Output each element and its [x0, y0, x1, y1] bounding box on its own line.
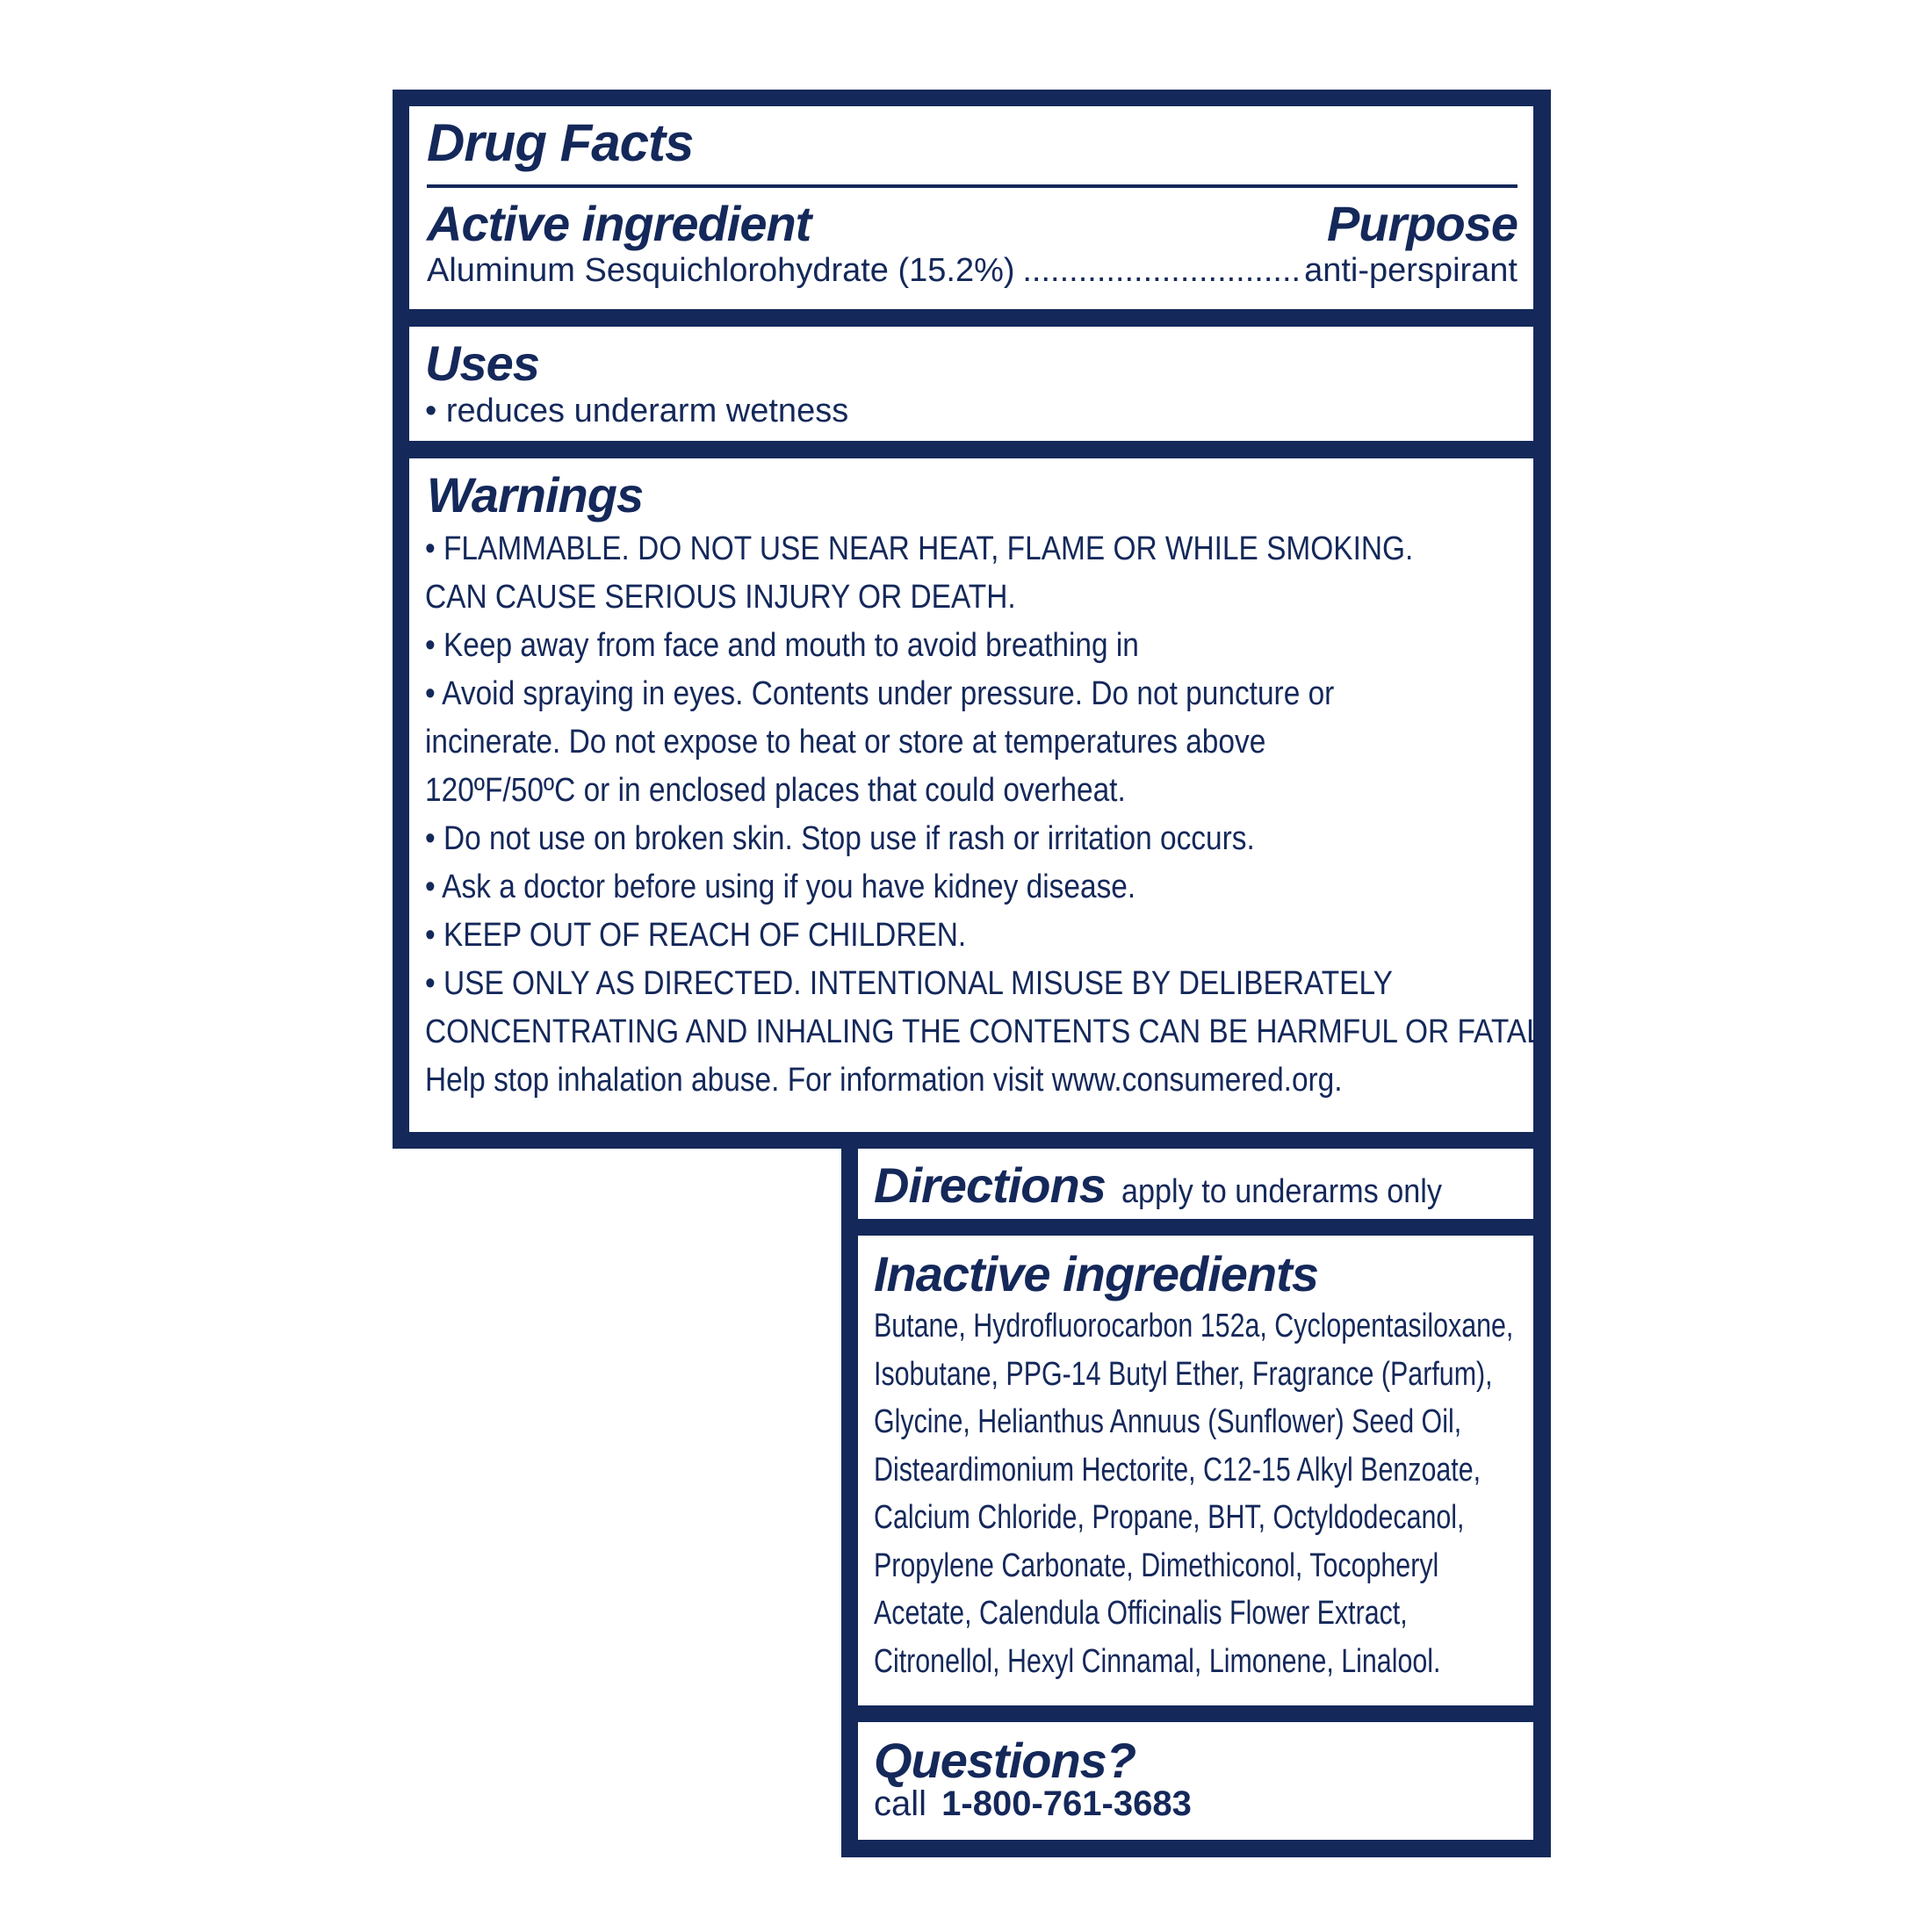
active-ingredient-row [427, 249, 1517, 292]
warnings-list [425, 525, 1551, 1105]
call-label: call [874, 1784, 927, 1823]
questions-panel [858, 1722, 1533, 1840]
inactive-line: Disteardimonium Hectorite, C12-15 Alkyl Benzoate, [874, 1451, 1481, 1489]
uses-item: • reduces underarm wetness [425, 393, 849, 429]
warning-line: • Avoid spraying in eyes. Contents under pressure. Do not puncture or [425, 675, 1335, 712]
title-divider [427, 184, 1517, 188]
warning-line: • Do not use on broken skin. Stop use if rash or irritation occurs. [425, 820, 1255, 857]
warning-line: • Keep away from face and mouth to avoid breathing in [425, 627, 1139, 664]
uses-heading: Uses [425, 335, 539, 391]
directions-panel [858, 1149, 1533, 1219]
inactive-line: Glycine, Helianthus Annuus (Sunflower) Seed Oil, [874, 1403, 1462, 1440]
inactive-ingredients-panel [858, 1236, 1533, 1705]
questions-call-row [874, 1782, 1192, 1826]
warnings-panel [409, 458, 1552, 1132]
dot-leader: .............................. [1022, 252, 1301, 289]
inactive-line: Acetate, Calendula Officinalis Flower Extract, [874, 1595, 1408, 1632]
active-ingredient-name: Aluminum Sesquichlorohydrate (15.2%) [427, 252, 1015, 289]
active-ingredient-heading: Active ingredient [427, 196, 811, 251]
purpose-heading: Purpose [1326, 196, 1517, 251]
uses-panel [409, 327, 1533, 441]
active-ingredient-purpose: anti-perspirant [1304, 252, 1517, 289]
warning-line: 120ºF/50ºC or in enclosed places that could overheat. [425, 772, 1126, 809]
warning-line: CAN CAUSE SERIOUS INJURY OR DEATH. [425, 579, 1016, 616]
warning-line: incinerate. Do not expose to heat or store at temperatures above [425, 724, 1266, 761]
inactive-line: Citronellol, Hexyl Cinnamal, Limonene, Linalool. [874, 1642, 1441, 1680]
warnings-heading: Warnings [427, 467, 644, 523]
inactive-line: Isobutane, PPG-14 Butyl Ether, Fragrance (Parfum), [874, 1355, 1493, 1393]
directions-heading: Directions [874, 1157, 1106, 1213]
drug-facts-title: Drug Facts [427, 113, 694, 172]
questions-heading: Questions? [874, 1733, 1136, 1788]
inactive-ingredients-heading: Inactive ingredients [874, 1246, 1318, 1301]
inactive-line: Propylene Carbonate, Dimethiconol, Tocopheryl [874, 1546, 1439, 1584]
warning-line: • KEEP OUT OF REACH OF CHILDREN. [425, 917, 967, 954]
warning-line: • Ask a doctor before using if you have kidney disease. [425, 869, 1136, 905]
directions-row [874, 1157, 1477, 1213]
inactive-ingredients-list [874, 1302, 1513, 1685]
active-ingredient-panel [409, 106, 1533, 309]
warning-line: Help stop inhalation abuse. For information visit www.consumered.org. [425, 1062, 1343, 1099]
inactive-line: Calcium Chloride, Propane, BHT, Octyldodecanol, [874, 1499, 1465, 1536]
inactive-line: Butane, Hydrofluorocarbon 152a, Cyclopentasiloxane, [874, 1308, 1514, 1344]
warning-line: • FLAMMABLE. DO NOT USE NEAR HEAT, FLAME OR WHILE SMOKING. [425, 530, 1414, 567]
warning-line: • USE ONLY AS DIRECTED. INTENTIONAL MISUSE BY DELIBERATELY [425, 965, 1393, 1002]
directions-text: apply to underarms only [1121, 1173, 1442, 1210]
warning-line: CONCENTRATING AND INHALING THE CONTENTS CAN BE HARMFUL OR FATAL. [425, 1013, 1552, 1050]
phone-number[interactable]: 1-800-761-3683 [941, 1784, 1192, 1823]
